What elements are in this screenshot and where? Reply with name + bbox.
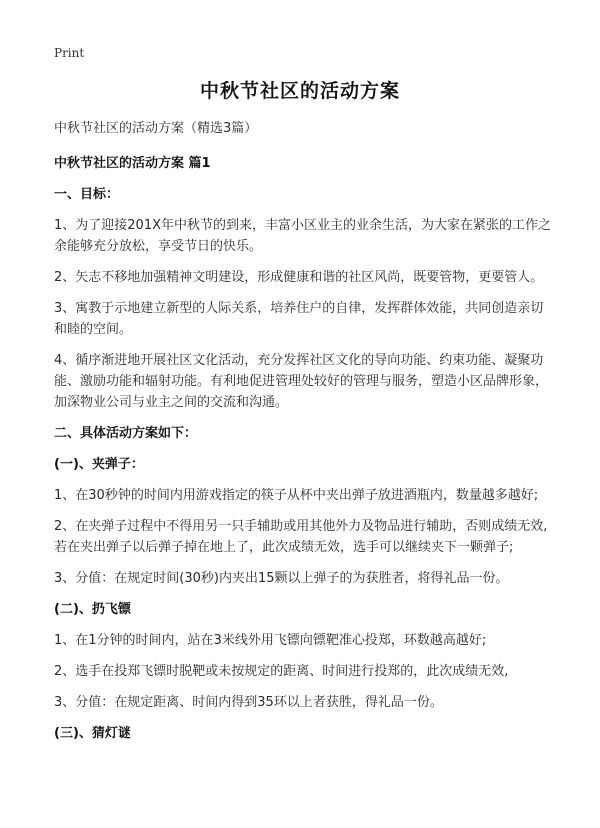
- activity-item: 3、分值：在规定时间(30秒)内夹出15颗以上弹子的为获胜者，将得礼品一份。: [54, 571, 509, 586]
- print-link[interactable]: Print: [54, 46, 85, 60]
- goal-paragraph: 3、寓教于示地建立新型的人际关系，培养住户的自律，发挥群体效能，共同创造亲切和睦的空间。: [54, 301, 544, 337]
- activity-item: 3、分值：在规定距离、时间内得到35环以上者获胜，得礼品一份。: [54, 695, 443, 710]
- goal-paragraph: 2、矢志不移地加强精神文明建设，形成健康和谐的社区风尚，既要管物，更要管人。: [54, 270, 544, 285]
- activity-heading: (二)、扔飞镖: [54, 602, 131, 617]
- activity-heading: (一)、夹弹子：: [54, 457, 144, 472]
- activity-item: 1、在1分钟的时间内，站在3米线外用飞镖向镖靶准心投郑，环数越高越好;: [54, 633, 487, 648]
- activity-item: 1、在30秒钟的时间内用游戏指定的筷子从杯中夹出弹子放进酒瓶内，数量越多越好;: [54, 488, 539, 503]
- activity-item: 2、选手在投郑飞镖时脱靶或未按规定的距离、时间进行投郑的，此次成绩无效,: [54, 664, 509, 679]
- plan-heading: 二、具体活动方案如下：: [54, 426, 198, 441]
- activity-item: 2、在夹弹子过程中不得用另一只手辅助或用其他外力及物品进行辅助，否则成绩无效,若在夹出弹子以后弹子掉在地上了，此次成绩无效，选手可以继续夹下一颗弹子;: [54, 519, 548, 555]
- document-body: [54, 118, 554, 754]
- document-subtitle: 中秋节社区的活动方案（精选3篇）: [54, 121, 258, 136]
- goals-heading: 一、目标：: [54, 187, 120, 202]
- document-title: 中秋节社区的活动方案: [199, 80, 400, 102]
- section-title: 中秋节社区的活动方案 篇1: [54, 156, 211, 171]
- goal-paragraph: 1、为了迎接201X年中秋节的到来，丰富小区业主的业余生活，为大家在紧张的工作之余能够充分放松，享受节日的快乐。: [54, 218, 551, 254]
- activity-heading: (三)、猜灯谜: [54, 726, 131, 741]
- goal-paragraph: 4、循序渐进地开展社区文化活动，充分发挥社区文化的导向功能、约束功能、凝聚功能、激励功能和辐射功能。有利地促进管理处较好的管理与服务，塑造小区品牌形象，加深物业公司与业主之间的交流和沟通。: [54, 353, 549, 410]
